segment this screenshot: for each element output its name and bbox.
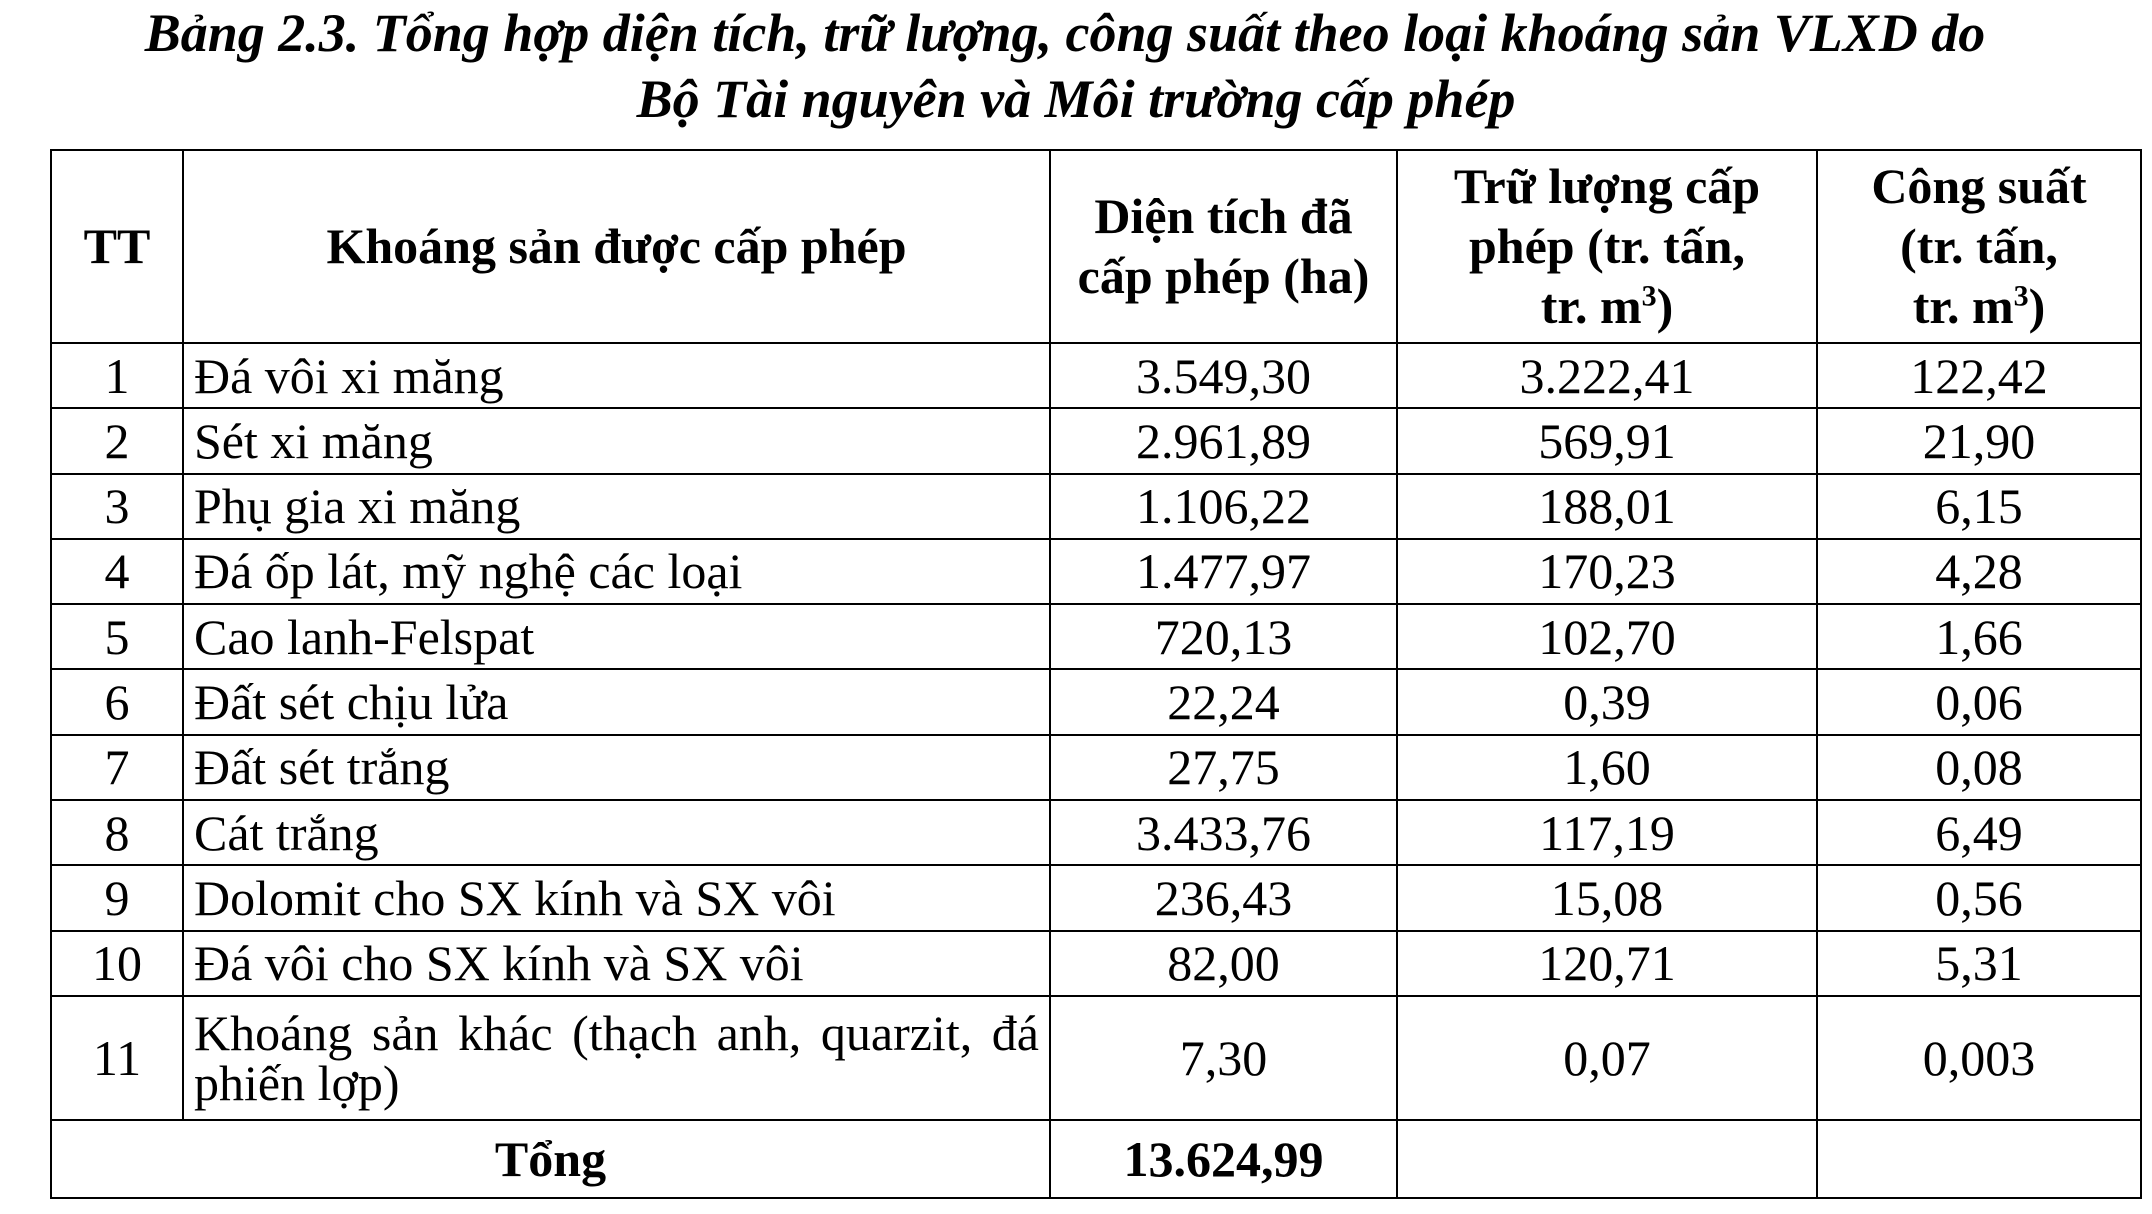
- row-tt: 2: [51, 408, 183, 473]
- table-row: [51, 408, 2141, 473]
- table-caption: [0, 0, 2152, 132]
- table-total-row: [51, 1120, 2141, 1198]
- row-reserve: 0,07: [1397, 996, 1817, 1121]
- row-tt: 1: [51, 343, 183, 408]
- table-row: [51, 604, 2141, 669]
- header-capacity-line-2: (tr. tấn,: [1900, 218, 2058, 275]
- row-tt: 5: [51, 604, 183, 669]
- row-reserve: 3.222,41: [1397, 343, 1817, 408]
- table-row: [51, 865, 2141, 930]
- table-row: [51, 996, 2141, 1121]
- row-mineral: Đá vôi xi măng: [183, 343, 1050, 408]
- row-capacity: 0,56: [1817, 865, 2141, 930]
- table-row: [51, 735, 2141, 800]
- row-area: 3.549,30: [1050, 343, 1397, 408]
- row-tt: 10: [51, 931, 183, 996]
- row-capacity: 0,003: [1817, 996, 2141, 1121]
- row-area: 7,30: [1050, 996, 1397, 1121]
- row-tt: 8: [51, 800, 183, 865]
- row-mineral: Cao lanh-Felspat: [183, 604, 1050, 669]
- row-mineral: Khoáng sản khác (thạch anh, quarzit, đá phiến lợp): [183, 996, 1050, 1121]
- row-capacity: 1,66: [1817, 604, 2141, 669]
- row-reserve: 188,01: [1397, 474, 1817, 539]
- row-reserve: 120,71: [1397, 931, 1817, 996]
- table-row: [51, 474, 2141, 539]
- table-row: [51, 669, 2141, 734]
- row-mineral: Đất sét chịu lửa: [183, 669, 1050, 734]
- total-reserve: [1397, 1120, 1817, 1198]
- row-mineral: Sét xi măng: [183, 408, 1050, 473]
- table-row: [51, 931, 2141, 996]
- row-reserve: 170,23: [1397, 539, 1817, 604]
- table-row: [51, 343, 2141, 408]
- row-capacity: 21,90: [1817, 408, 2141, 473]
- row-reserve: 0,39: [1397, 669, 1817, 734]
- row-tt: 7: [51, 735, 183, 800]
- header-reserve-line-2: phép (tr. tấn,: [1469, 218, 1745, 275]
- header-area-line-1: Diện tích đã: [1094, 188, 1353, 245]
- row-capacity: 0,08: [1817, 735, 2141, 800]
- row-mineral: Phụ gia xi măng: [183, 474, 1050, 539]
- header-capacity-line-3: tr. m: [1912, 278, 2014, 335]
- row-area: 720,13: [1050, 604, 1397, 669]
- row-reserve: 1,60: [1397, 735, 1817, 800]
- total-capacity: [1817, 1120, 2141, 1198]
- header-tt: TT: [51, 150, 183, 343]
- row-mineral: Đá vôi cho SX kính và SX vôi: [183, 931, 1050, 996]
- header-area-line-2: cấp phép (ha): [1077, 248, 1370, 305]
- header-reserve-line-3: tr. m: [1540, 278, 1642, 335]
- row-mineral: Đất sét trắng: [183, 735, 1050, 800]
- row-area: 2.961,89: [1050, 408, 1397, 473]
- row-mineral: Đá ốp lát, mỹ nghệ các loại: [183, 539, 1050, 604]
- header-reserve: [1397, 150, 1817, 343]
- row-reserve: 15,08: [1397, 865, 1817, 930]
- row-reserve: 117,19: [1397, 800, 1817, 865]
- header-mineral: Khoáng sản được cấp phép: [183, 150, 1050, 343]
- row-mineral: Cát trắng: [183, 800, 1050, 865]
- caption-line-2: Bộ Tài nguyên và Môi trường cấp phép: [636, 69, 1516, 129]
- header-capacity-line-3-end: ): [2028, 278, 2046, 335]
- row-tt: 11: [51, 996, 183, 1121]
- row-area: 236,43: [1050, 865, 1397, 930]
- row-tt: 4: [51, 539, 183, 604]
- row-tt: 9: [51, 865, 183, 930]
- header-capacity: [1817, 150, 2141, 343]
- row-capacity: 6,49: [1817, 800, 2141, 865]
- caption-line-1: Bảng 2.3. Tổng hợp diện tích, trữ lượng, công suất theo loại khoáng sản VLXD do: [144, 3, 1986, 63]
- total-area: 13.624,99: [1050, 1120, 1397, 1198]
- row-capacity: 6,15: [1817, 474, 2141, 539]
- header-area: [1050, 150, 1397, 343]
- header-capacity-line-1: Công suất: [1871, 158, 2087, 215]
- row-mineral: Dolomit cho SX kính và SX vôi: [183, 865, 1050, 930]
- row-capacity: 4,28: [1817, 539, 2141, 604]
- row-tt: 3: [51, 474, 183, 539]
- table-header-row: [51, 150, 2141, 343]
- row-tt: 6: [51, 669, 183, 734]
- header-reserve-line-1: Trữ lượng cấp: [1453, 158, 1761, 215]
- table-row: [51, 800, 2141, 865]
- row-reserve: 569,91: [1397, 408, 1817, 473]
- row-area: 22,24: [1050, 669, 1397, 734]
- row-area: 1.477,97: [1050, 539, 1397, 604]
- row-capacity: 122,42: [1817, 343, 2141, 408]
- row-capacity: 5,31: [1817, 931, 2141, 996]
- total-label: Tổng: [51, 1120, 1050, 1198]
- row-reserve: 102,70: [1397, 604, 1817, 669]
- row-area: 1.106,22: [1050, 474, 1397, 539]
- minerals-table: [50, 149, 2142, 1199]
- header-reserve-superscript: 3: [1641, 279, 1657, 313]
- row-area: 3.433,76: [1050, 800, 1397, 865]
- row-area: 27,75: [1050, 735, 1397, 800]
- row-area: 82,00: [1050, 931, 1397, 996]
- table-row: [51, 539, 2141, 604]
- header-reserve-line-3-end: ): [1656, 278, 1674, 335]
- row-capacity: 0,06: [1817, 669, 2141, 734]
- header-capacity-superscript: 3: [2013, 279, 2029, 313]
